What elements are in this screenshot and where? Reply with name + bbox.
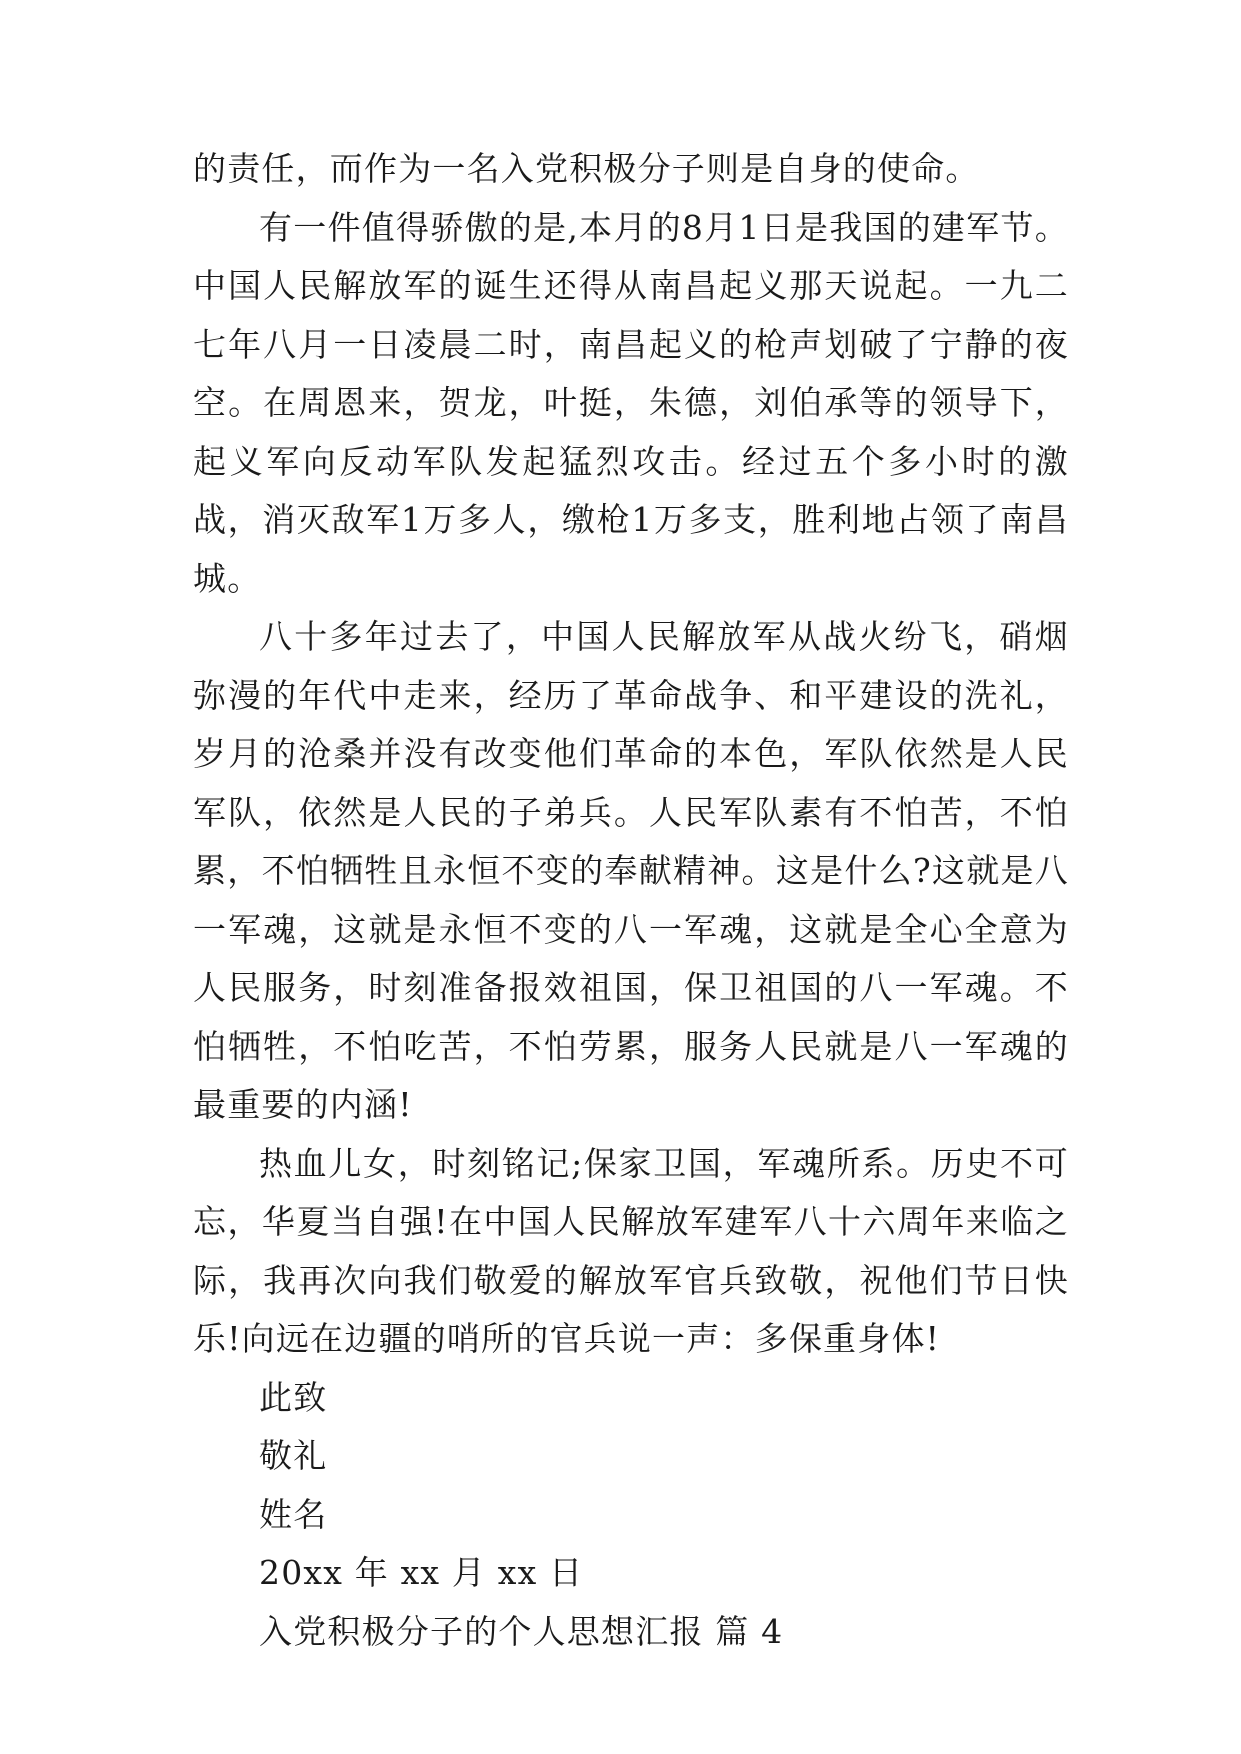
paragraph-1: 的责任，而作为一名入党积极分子则是自身的使命。: [193, 149, 980, 188]
salutation-cizhi: 此致: [259, 1377, 328, 1417]
paragraph-3: 八十多年过去了，中国人民解放军从战火纷飞，硝烟弥漫的年代中走来，经历了革命战争、和平建设的洗礼，岁月的沧桑并没有改变他们革命的本色，军队依然是人民军队，依然是人民的子弟兵。人民军队素有不怕苦，不怕累，不怕牺牲且永恒不变的奉献精神。这是什么?这就是八一军魂，这就是永恒不变的八一军魂，这就是全心全意为人民服务，时刻准备报效祖国，保卫祖国的八一军魂。不怕牺牲，不怕吃苦，不怕劳累，服务人民就是八一军魂的最重要的内涵!: [193, 617, 1069, 1124]
next-section-heading: 入党积极分子的个人思想汇报 篇 4: [259, 1611, 784, 1651]
signature-name: 姓名: [259, 1494, 328, 1534]
signature-date: 20xx 年 xx 月 xx 日: [259, 1553, 584, 1592]
paragraph-4: 热血儿女，时刻铭记;保家卫国，军魂所系。历史不可忘，华夏当自强!在中国人民解放军建军八十六周年来临之际，我再次向我们敬爱的解放军官兵致敬，祝他们节日快乐!向远在边疆的哨所的官兵说一声：多保重身体!: [193, 1143, 1069, 1358]
paragraph-2: 有一件值得骄傲的是,本月的8月1日是我国的建军节。中国人民解放军的诞生还得从南昌起义那天说起。一九二七年八月一日凌晨二时，南昌起义的枪声划破了宁静的夜空。在周恩来，贺龙，叶挺，朱德，刘伯承等的领导下，起义军向反动军队发起猛烈攻击。经过五个多小时的激战，消灭敌军1万多人，缴枪1万多支，胜利地占领了南昌城。: [193, 207, 1069, 598]
document-page: [193, 140, 1069, 1661]
salutation-jingli: 敬礼: [259, 1436, 328, 1475]
